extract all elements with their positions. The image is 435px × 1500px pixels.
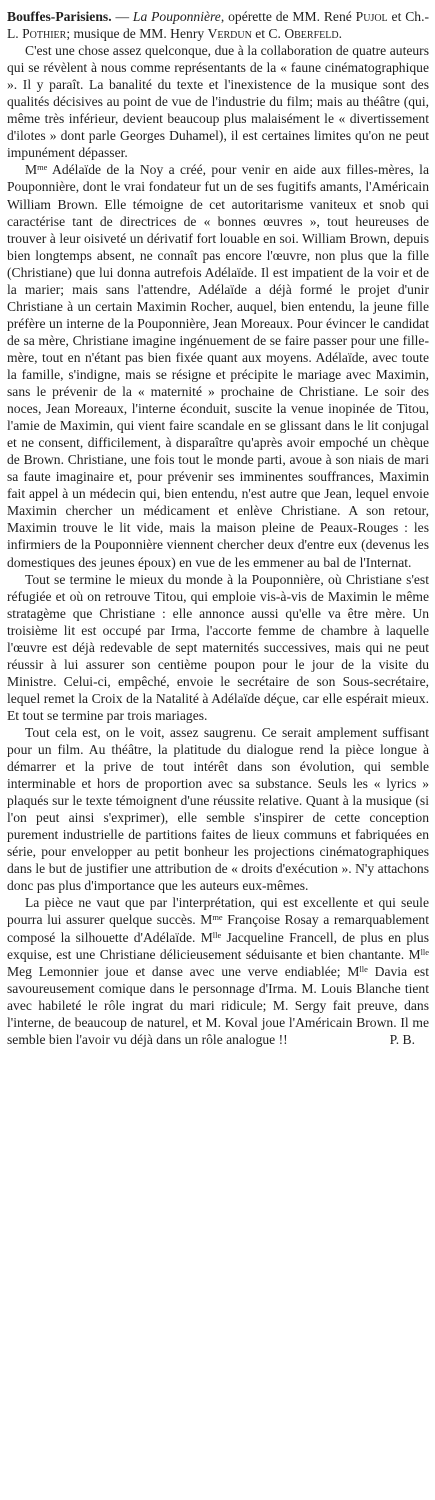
theatre-heading: Bouffes-Parisiens. — [7, 9, 112, 24]
paragraph-critique: Tout cela est, on le voit, assez saugrenu. Ce serait amplement suffisant pour un film. Au théâtre, la platitude du dialogue rend la pièce longue à démarrer et la prive de tout intérêt dans son évolution, qui semble interminable et hors de proportion avec sa substance. Seuls les « lyrics » plaqués sur le texte témoignent d'une réussite relative. Quant à la musique (si l'on peut ainsi s'exprimer), elle semble s'inspirer de cette conception purement industrielle de partitions faites de lieux communs et fabriquées en série, pour envelopper au petit bonheur les projections cinématographiques dans le but de justifier une attribution de « droits d'exécution ». N'y attachons donc pas plus d'importance que les auteurs eux-mêmes. — [7, 724, 429, 894]
cast-text-c: Jacqueline Francell, de plus en plus exquise, est une Christiane délicieusement séduisante et bien chantante. M — [7, 929, 429, 962]
cast-text-b: Françoise Rosay a remarquablement composé la silhouette d'Adélaïde. M — [7, 912, 429, 945]
heading-dash: — — [111, 9, 133, 24]
author-signature: P. B. — [389, 1031, 415, 1047]
cast-sup-1: me — [212, 912, 223, 923]
play-title: La Pouponnière — [132, 9, 221, 24]
plot-title-sup: me — [37, 162, 48, 173]
cast-sup-3: lle — [420, 946, 429, 957]
composer-verdun: Verdun — [207, 26, 252, 42]
paragraph-cast — [7, 894, 429, 1047]
cast-text-e: Davia est savoureusement comique dans le personnage d'Irma. M. Louis Blanche tient avec habileté le rôle ingrat du mari ridicule; M. Sergy fait preuve, dans l'interne, de beaucoup de naturel, et M. Koval joue l'Américain Brown. Il me semble bien l'avoir vu déjà dans un rôle analogue !! — [7, 963, 430, 1047]
paragraph-plot — [7, 161, 429, 570]
intro-text-d: et C. — [251, 26, 285, 42]
intro-text-end: . — [338, 26, 342, 42]
intro-text-b: et Ch.-L. — [7, 9, 429, 42]
article-header — [7, 8, 429, 42]
plot-text: Adélaïde de la Noy a créé, pour venir en aide aux filles-mères, la Pouponnière, dont le vrai fondateur fut un de ses fugitifs amants, l'Américain William Brown. Elle témoigne de cet autoritarisme vaniteux et snob qui caractérise tant de directrices de « bonnes œuvres », tout heureuses de trouver à leur oisiveté un dérivatif fort louable en soi. William Brown, depuis bien longtemps absent, ne connaît pas encore l'œuvre, non plus que la fille (Christiane) que lui donna autrefois Adélaïde. Il est impatient de la voir et de la marier; mais sans l'attendre, Adélaïde a déjà formé le projet d'unir Christiane à un certain Maximin Rocher, auquel, bien entendu, la jeune fille préfère un interne de la Pouponnière, Jean Moreaux. Pour évincer le candidat de sa mère, Christiane imagine ingénuement de se faire passer pour une fille-mère, tout en n'étant pas bien fixée quant aux moyens. Adélaïde, avec toute la famille, s'indigne, mais se résigne et précipite le mariage avec Maximin, sans le prévenir de la « maternité » prochaine de Christiane. Le soir des noces, Jean Moreaux, l'interne éconduit, suscite la venue inopinée de Titou, l'amie de Maximin, qui vient faire scandale en se glissant dans le lit conjugal et ne consent, difficilement, à disparaître qu'après avoir empoché un chèque de Brown. Christiane, une fois tout le monde parti, avoue à son niais de mari sa faute imaginaire et, pour prévenir ses imminentes souffrances, Maximin fait appel à un médecin qui, bien entendu, n'est autre que Jean, lequel envoie Maximin chercher un médicament et enlève Christiane. A son retour, Maximin trouve le lit vide, mais la maison pleine de Peaux-Rouges : les infirmiers de la Pouponnière viennent chercher deux d'entre eux (devenus les domestiques des jeunes époux) en vue de les emmener au bal de l'Internat. — [7, 162, 429, 570]
cast-sup-4: lle — [359, 963, 368, 974]
cast-text-a: La pièce ne vaut que par l'interprétation, qui est excellente et qui seule pourra lui assurer quelque succès. M — [7, 895, 429, 928]
composer-oberfeld: Oberfeld — [284, 26, 339, 42]
author-pujol: Pujol — [355, 9, 388, 24]
cast-text-d: Meg Lemonnier joue et danse avec une verve endiablée; M — [7, 963, 360, 979]
paragraph-intro: C'est une chose assez quelconque, due à la collaboration de quatre auteurs qui se révèlent à nous comme représentants de la « faune cinématographique ». Il y paraît. La banalité du texte et l'inexistence de la musique sont des qualités décisives au point de vue de l'industrie du film; mais au théâtre (qui, même très inférieur, devient beaucoup plus malaisément le « divertissement d'ilotes » dont parle Georges Duhamel), il est certaines limites qu'on ne peut impunément dépasser. — [7, 43, 429, 161]
cast-sup-2: lle — [212, 929, 222, 940]
plot-title-abbrev: M — [25, 162, 38, 178]
intro-text-a: , opérette de MM. René — [220, 9, 356, 24]
paragraph-ending: Tout se termine le mieux du monde à la Pouponnière, où Christiane s'est réfugiée et où on retrouve Titou, qui emploie vis-à-vis de Maximin le même stratagème que Christiane : elle annonce aussi qu'elle va être mère. Un troisième lit est occupé par Irma, l'accorte femme de chambre à laquelle l'œuvre est déjà redevable de sept maternités successives, mais qui ne peut réussir à lui assurer son centième poupon pour le jour de la visite du Ministre. Celui-ci, empêché, envoie le secrétaire de son Sous-secrétaire, lequel remet la Croix de la Natalité à Adélaïde déçue, car elle espérait mieux. Et tout se termine par trois mariages. — [7, 571, 429, 723]
intro-text-c: ; musique de MM. Henry — [66, 26, 208, 42]
author-pothier: Pothier — [22, 26, 67, 42]
